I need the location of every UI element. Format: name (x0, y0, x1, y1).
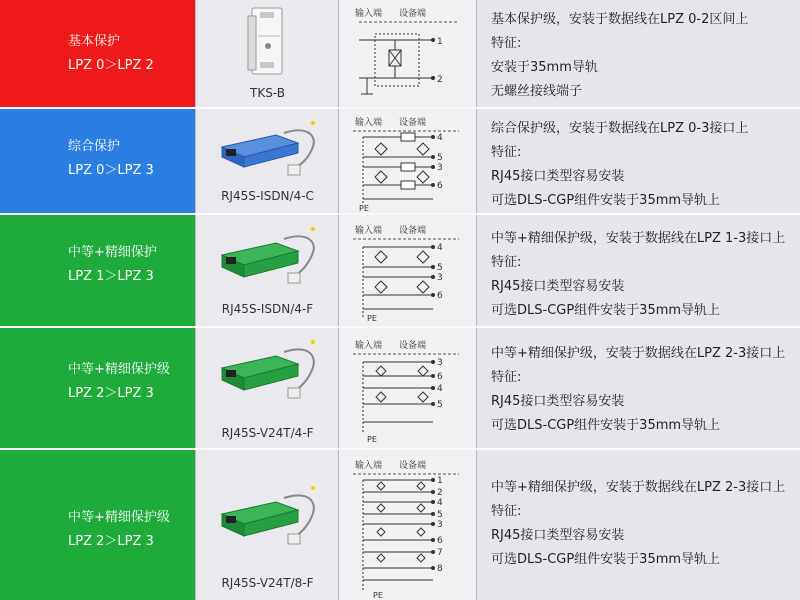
protection-zone: LPZ 0＞LPZ 2 (68, 58, 154, 73)
category-cell (0, 328, 195, 448)
terminal-label: 4 (437, 133, 443, 143)
protection-zone: LPZ 1＞LPZ 3 (68, 269, 154, 284)
terminal-label: 6 (437, 536, 443, 546)
description-line: RJ45接口类型容易安装 (491, 169, 625, 184)
category-name: 中等+精细保护级 (68, 510, 170, 525)
pe-label: PE (359, 204, 369, 211)
circuit-diagram-cell (338, 328, 477, 448)
terminal-label: 6 (437, 291, 443, 301)
description (491, 227, 785, 323)
terminal-label: 2 (437, 75, 443, 85)
terminal-label: 6 (437, 372, 443, 382)
circuit-diagram (349, 336, 471, 446)
description-line: 特征: (491, 36, 522, 51)
device-side-label: 设备端 (399, 341, 427, 351)
description-line: 综合保护级，安装于数据线在LPZ 0-3接口上 (491, 121, 749, 136)
description-line: RJ45接口类型容易安装 (491, 528, 625, 543)
input-side-label: 输入端 (355, 341, 383, 351)
category-name: 中等+精细保护 (68, 245, 157, 260)
description-line: RJ45接口类型容易安装 (491, 394, 625, 409)
category-label (68, 506, 170, 554)
model-label: RJ45S-V24T/4-F (221, 426, 314, 440)
product-image-cell (195, 109, 339, 213)
circuit-diagram (349, 456, 471, 600)
description-line: 特征: (491, 504, 522, 519)
model-label: TKS-B (250, 86, 285, 100)
description-line: 基本保护级，安装于数据线在LPZ 0-2区间上 (491, 12, 749, 27)
description-line: 特征: (491, 255, 522, 270)
circuit-diagram-cell (338, 109, 477, 213)
description-line: 可选DLS-CGP组件安装于35mm导轨上 (491, 418, 721, 433)
description-line: 可选DLS-CGP组件安装于35mm导轨上 (491, 303, 721, 318)
terminal-label: 5 (437, 400, 443, 410)
input-side-label: 输入端 (355, 461, 383, 471)
input-side-label: 输入端 (355, 9, 383, 19)
terminal-label: 3 (437, 163, 443, 173)
model-label: RJ45S-ISDN/4-C (221, 189, 314, 203)
description-cell (476, 0, 800, 107)
category-label (68, 135, 154, 183)
product-image-cell (195, 328, 339, 448)
circuit-diagram-cell (338, 215, 477, 326)
terminal-label: 3 (437, 358, 443, 368)
description-line: 中等+精细保护级，安装于数据线在LPZ 2-3接口上 (491, 480, 786, 495)
terminal-label: 4 (437, 243, 443, 253)
terminal-label: 2 (437, 488, 443, 498)
circuit-diagram-cell (338, 0, 477, 107)
description-line: 可选DLS-CGP组件安装于35mm导轨上 (491, 193, 721, 208)
table-row (0, 215, 800, 326)
pe-label: PE (367, 314, 377, 323)
terminal-label: 3 (437, 273, 443, 283)
category-label (68, 30, 154, 78)
circuit-diagram (349, 221, 471, 325)
terminal-label: 4 (437, 498, 443, 508)
description (491, 342, 785, 438)
device-side-label: 设备端 (399, 461, 427, 471)
pe-label: PE (367, 435, 377, 444)
model-label: RJ45S-V24T/8-F (221, 576, 314, 590)
device-side-label: 设备端 (399, 118, 427, 128)
terminal-label: 6 (437, 181, 443, 191)
device-side-label: 设备端 (399, 9, 427, 19)
description-line: 可选DLS-CGP组件安装于35mm导轨上 (491, 552, 721, 567)
category-label (68, 241, 157, 289)
description-line: 无螺丝接线端子 (491, 84, 583, 99)
terminal-label: 5 (437, 153, 443, 163)
table-row (0, 328, 800, 448)
protection-zone: LPZ 2＞LPZ 3 (68, 386, 154, 401)
circuit-diagram-cell (338, 450, 477, 600)
rj45-surge-protector-image (214, 484, 322, 550)
pe-label: PE (373, 591, 383, 600)
description-cell (476, 109, 800, 213)
description-cell (476, 450, 800, 600)
description-line: RJ45接口类型容易安装 (491, 279, 625, 294)
terminal-label: 4 (437, 384, 443, 394)
terminal-label: 1 (437, 476, 443, 486)
description-line: 特征: (491, 370, 522, 385)
product-image-cell (195, 215, 339, 326)
terminal-label: 7 (437, 548, 443, 558)
description-line: 中等+精细保护级，安装于数据线在LPZ 2-3接口上 (491, 346, 786, 361)
category-cell (0, 0, 195, 107)
rj45-surge-protector-image (214, 338, 322, 404)
description-line: 中等+精细保护级，安装于数据线在LPZ 1-3接口上 (491, 231, 786, 246)
table-row (0, 109, 800, 213)
circuit-diagram (349, 4, 469, 104)
table-row (0, 0, 800, 107)
terminal-label: 1 (437, 37, 443, 47)
category-name: 中等+精细保护级 (68, 362, 170, 377)
category-name: 综合保护 (68, 139, 121, 154)
description-cell (476, 215, 800, 326)
terminal-label: 5 (437, 263, 443, 273)
description (491, 8, 748, 104)
description-line: 特征: (491, 145, 522, 160)
rj45-surge-protector-image (214, 225, 322, 289)
description-line: 安装于35mm导轨 (491, 60, 598, 75)
rj45-surge-protector-image (214, 119, 322, 179)
terminal-label: 8 (437, 564, 443, 574)
product-image-cell (195, 0, 339, 107)
terminal-label: 5 (437, 510, 443, 520)
terminal-label: 3 (437, 520, 443, 530)
category-cell (0, 450, 195, 600)
model-label: RJ45S-ISDN/4-F (221, 302, 314, 316)
table-row (0, 450, 800, 600)
description (491, 117, 748, 213)
input-side-label: 输入端 (355, 118, 383, 128)
din-rail-module-image (246, 6, 290, 78)
description-cell (476, 328, 800, 448)
device-side-label: 设备端 (399, 226, 427, 236)
category-cell (0, 215, 195, 326)
category-label (68, 358, 170, 406)
category-name: 基本保护 (68, 34, 121, 49)
protection-zone: LPZ 2＞LPZ 3 (68, 534, 154, 549)
description (491, 476, 785, 572)
category-cell (0, 109, 195, 213)
circuit-diagram (349, 113, 471, 211)
protection-zone: LPZ 0＞LPZ 3 (68, 163, 154, 178)
product-image-cell (195, 450, 339, 600)
input-side-label: 输入端 (355, 226, 383, 236)
